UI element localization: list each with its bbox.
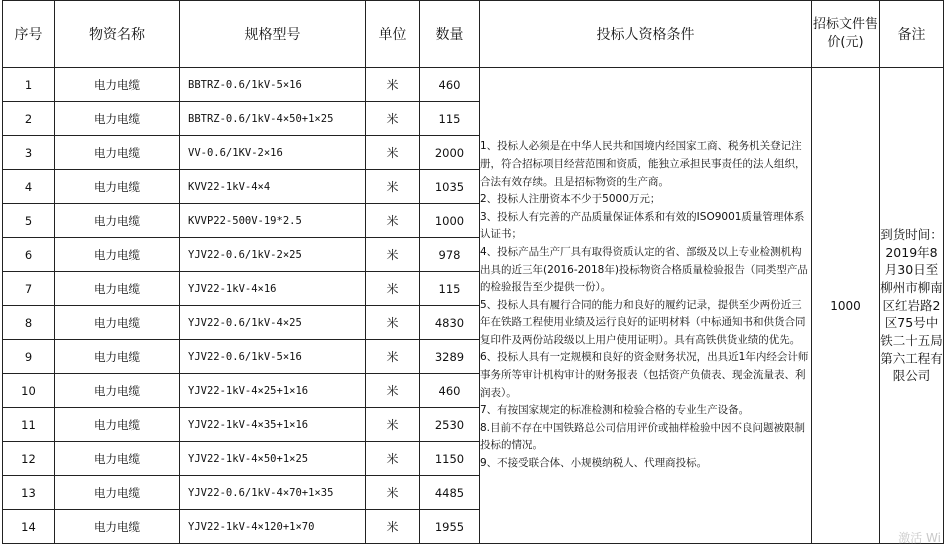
cell-spec: YJV22-1kV-4×16: [180, 272, 366, 306]
qualification-item: 8.目前不存在中国铁路总公司信用评价或抽样检验中因不良问题被限制投标的情况。: [480, 421, 806, 452]
cell-unit: 米: [366, 510, 420, 544]
cell-seq: 12: [3, 442, 55, 476]
cell-unit: 米: [366, 272, 420, 306]
qualification-item: 3、投标人有完善的产品质量保证体系和有效的ISO9001质量管理体系认证书；: [480, 210, 805, 241]
cell-unit: 米: [366, 204, 420, 238]
cell-unit: 米: [366, 238, 420, 272]
cell-qty: 115: [420, 272, 480, 306]
cell-qty: 978: [420, 238, 480, 272]
qualifications-cell: [480, 68, 812, 544]
cell-seq: 6: [3, 238, 55, 272]
cell-spec: YJV22-0.6/1kV-4×70+1×35: [180, 476, 366, 510]
cell-qty: 115: [420, 102, 480, 136]
header-qualifications: 投标人资格条件: [480, 1, 812, 68]
header-row: [3, 1, 944, 68]
cell-qty: 4485: [420, 476, 480, 510]
cell-qty: 1150: [420, 442, 480, 476]
cell-spec: YJV22-1kV-4×50+1×25: [180, 442, 366, 476]
cell-spec: YJV22-0.6/1kV-4×25: [180, 306, 366, 340]
cell-qty: 2530: [420, 408, 480, 442]
cell-seq: 3: [3, 136, 55, 170]
cell-unit: 米: [366, 306, 420, 340]
procurement-table: [2, 0, 944, 544]
cell-qty: 460: [420, 374, 480, 408]
cell-unit: 米: [366, 374, 420, 408]
cell-qty: 2000: [420, 136, 480, 170]
cell-seq: 8: [3, 306, 55, 340]
cell-name: 电力电缆: [55, 408, 180, 442]
table-row: [3, 68, 944, 102]
cell-name: 电力电缆: [55, 510, 180, 544]
cell-name: 电力电缆: [55, 272, 180, 306]
cell-unit: 米: [366, 340, 420, 374]
cell-name: 电力电缆: [55, 476, 180, 510]
cell-unit: 米: [366, 68, 420, 102]
cell-name: 电力电缆: [55, 170, 180, 204]
cell-qty: 1955: [420, 510, 480, 544]
qualification-item: 6、投标人具有一定规模和良好的资金财务状况，出具近1年内经会计师事务所等审计机构审计的财务报表（包括资产负债表、现金流量表、利润表）。: [480, 351, 809, 399]
cell-spec: YJV22-1kV-4×25+1×16: [180, 374, 366, 408]
cell-seq: 1: [3, 68, 55, 102]
cell-spec: KVVP22-500V-19*2.5: [180, 204, 366, 238]
cell-seq: 10: [3, 374, 55, 408]
cell-unit: 米: [366, 102, 420, 136]
qualification-item: 2、投标人注册资本不少于5000万元；: [480, 193, 661, 206]
cell-name: 电力电缆: [55, 374, 180, 408]
cell-seq: 9: [3, 340, 55, 374]
qualification-item: 9、不接受联合体、小规模纳税人、代理商投标。: [480, 457, 708, 470]
header-unit: 单位: [366, 1, 420, 68]
cell-spec: BBTRZ-0.6/1kV-5×16: [180, 68, 366, 102]
cell-seq: 5: [3, 204, 55, 238]
cell-qty: 1035: [420, 170, 480, 204]
price-cell: 1000: [812, 68, 880, 544]
qualification-item: 1、投标人必须是在中华人民共和国境内经国家工商、税务机关登记注册，符合招标项目经营范围和资质，能独立承担民事责任的法人组织，合法有效存续。且是招标物资的生产商。: [480, 140, 806, 188]
cell-spec: YJV22-1kV-4×120+1×70: [180, 510, 366, 544]
cell-seq: 11: [3, 408, 55, 442]
cell-name: 电力电缆: [55, 306, 180, 340]
cell-seq: 7: [3, 272, 55, 306]
header-seq: 序号: [3, 1, 55, 68]
cell-seq: 13: [3, 476, 55, 510]
cell-spec: KVV22-1kV-4×4: [180, 170, 366, 204]
header-note: 备注: [880, 1, 944, 68]
cell-unit: 米: [366, 136, 420, 170]
header-spec: 规格型号: [180, 1, 366, 68]
cell-name: 电力电缆: [55, 442, 180, 476]
cell-unit: 米: [366, 408, 420, 442]
note-cell: 到货时间：2019年8月30日至柳州市柳南区红岩路2区75号中铁二十五局第六工程有限公司: [880, 68, 944, 544]
cell-qty: 4830: [420, 306, 480, 340]
cell-spec: YJV22-1kV-4×35+1×16: [180, 408, 366, 442]
cell-seq: 4: [3, 170, 55, 204]
cell-name: 电力电缆: [55, 204, 180, 238]
cell-spec: VV-0.6/1KV-2×16: [180, 136, 366, 170]
cell-name: 电力电缆: [55, 68, 180, 102]
cell-qty: 460: [420, 68, 480, 102]
header-name: 物资名称: [55, 1, 180, 68]
qualification-item: 7、有按国家规定的标准检测和检验合格的专业生产设备。: [480, 404, 750, 417]
activation-watermark: 激活 Wi: [898, 531, 941, 545]
cell-unit: 米: [366, 170, 420, 204]
header-price: 招标文件售价(元): [812, 1, 880, 68]
cell-name: 电力电缆: [55, 136, 180, 170]
cell-unit: 米: [366, 476, 420, 510]
cell-name: 电力电缆: [55, 340, 180, 374]
cell-spec: BBTRZ-0.6/1kV-4×50+1×25: [180, 102, 366, 136]
qualification-item: 5、投标人具有履行合同的能力和良好的履约记录，提供至少两份近三年在铁路工程使用业绩及运行良好的证明材料（中标通知书和供货合同复印件及两份站段级以上用户使用证明）。具有高铁供货业绩的优先。: [480, 298, 806, 346]
header-qty: 数量: [420, 1, 480, 68]
cell-name: 电力电缆: [55, 102, 180, 136]
cell-seq: 2: [3, 102, 55, 136]
cell-seq: 14: [3, 510, 55, 544]
cell-spec: YJV22-0.6/1kV-5×16: [180, 340, 366, 374]
cell-spec: YJV22-0.6/1kV-2×25: [180, 238, 366, 272]
cell-name: 电力电缆: [55, 238, 180, 272]
qualification-item: 4、投标产品生产厂具有取得资质认定的省、部级及以上专业检测机构出具的近三年(2016-2018年)投标物资合格质量检验报告（同类型产品的检验报告至少提供一份）。: [480, 245, 808, 294]
cell-qty: 1000: [420, 204, 480, 238]
cell-qty: 3289: [420, 340, 480, 374]
cell-unit: 米: [366, 442, 420, 476]
